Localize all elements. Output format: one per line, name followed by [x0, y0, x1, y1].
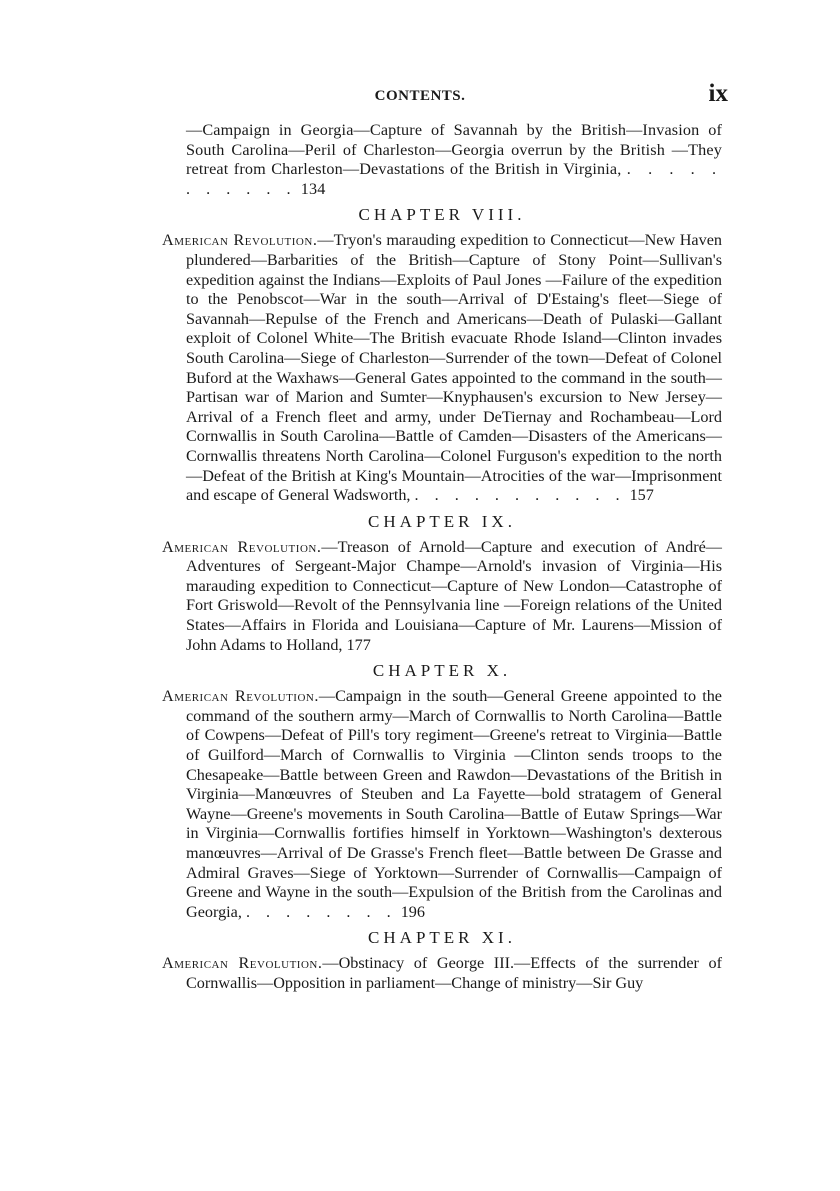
- contents-list: [162, 121, 722, 994]
- contents-entry-chapter-8: [162, 231, 722, 505]
- entry-text: —Campaign in the south—General Greene appointed to the command of the southern army—March of Cornwallis to North Carolina—Battle of Cowpens—Defeat of Pill's tory regiment—Greene's retreat to Virginia—Battle of Guilford—March of Cornwallis to Virginia —Clinton sends troops to the Chesapeake—Battle between Green and Rawdon—Devastations of the British in Virginia—Manœuvres of Steuben and La Fayette—bold stratagem of General Wayne—Greene's movements in South Carolina—Battle of Eutaw Springs—War in Virginia—Cornwallis fortifies himself in Yorktown—Washington's dexterous manœuvres—Arrival of De Grasse's French fleet—Battle between De Grasse and Admiral Graves—Siege of Yorktown—Surrender of Cornwallis—Campaign of Greene and Wayne in the south—Expulsion of the British from the Carolinas and Georgia,: [186, 687, 722, 921]
- chapter-heading: CHAPTER VIII.: [358, 205, 526, 225]
- entry-subject: American Revolution.: [162, 954, 323, 973]
- entry-page-number: 196: [400, 902, 425, 921]
- entry-subject: American Revolution.: [162, 537, 322, 556]
- entry-text: —Tryon's marauding expedition to Connecticut—New Haven plundered—Barbarities of the British—Capture of Stony Point—Sullivan's expedition against the Indians—Exploits of Paul Jones —Failure of the expedition to the Penobscot—War in the south—Arrival of D'Estaing's fleet—Siege of Savannah—Repulse of the French and Americans—Death of Pulaski—Gallant exploit of Colonel White—The British evacuate Rhode Island—Clinton invades South Carolina—Siege of Charleston—Surrender of the town—Defeat of Colonel Buford at the Waxhaws—General Gates appointed to the command in the south—Partisan war of Marion and Sumter—Knyphausen's excursion to New Jersey—Arrival of a French fleet and army, under DeTiernay and Rochambeau—Lord Cornwallis in South Carolina—Battle of Camden—Disasters of the Americans—Cornwallis threatens North Carolina—Colonel Furguson's expedition to the north—Defeat of the British at King's Mountain—Atrocities of the war—Imprisonment and escape of General Wadsworth,: [186, 231, 722, 505]
- chapter-heading: CHAPTER X.: [372, 661, 512, 681]
- entry-page-number: 134: [300, 179, 326, 198]
- entry-page-number: 157: [629, 486, 654, 505]
- contents-entry-chapter-11: [162, 954, 722, 993]
- chapter-heading: CHAPTER XI.: [368, 928, 516, 948]
- contents-entry-chapter-9: [162, 538, 722, 656]
- dot-leaders: . . . . . . . . . . .: [186, 160, 722, 198]
- contents-entry-chapter-7-continuation: [162, 121, 722, 199]
- entry-subject: American Revolution.: [162, 687, 319, 706]
- entry-page-number: 177: [346, 635, 371, 654]
- entry-text: —Campaign in Georgia—Capture of Savannah by the British—Invasion of South Carolina—Peril of Charleston—Georgia overrun by the British —They retreat from Charleston—Devastations of the British in Virginia,: [186, 121, 722, 179]
- entry-text: —Treason of Arnold—Capture and execution of André—Adventures of Sergeant-Major Champe—Arnold's invasion of Virginia—His marauding expedition to Connecticut—Capture of New London—Catastrophe of Fort Griswold—Revolt of the Pennsylvania line —Foreign relations of the United States—Affairs in Florida and Louisiana—Capture of Mr. Laurens—Mission of John Adams to Holland,: [186, 537, 722, 654]
- contents-entry-chapter-10: [162, 687, 722, 922]
- dot-leaders: . . . . . . . .: [245, 902, 397, 921]
- running-head-title: CONTENTS.: [374, 88, 466, 104]
- running-head: [0, 82, 840, 114]
- dot-leaders: . . . . . . . . . . .: [414, 486, 626, 505]
- entry-text: —Obstinacy of George III.—Effects of the surrender of Cornwallis—Opposition in parliament—Change of ministry—Sir Guy: [186, 954, 722, 992]
- entry-subject: American Revolution.: [162, 231, 318, 250]
- page-number: ix: [708, 80, 728, 107]
- chapter-heading: CHAPTER IX.: [368, 511, 516, 531]
